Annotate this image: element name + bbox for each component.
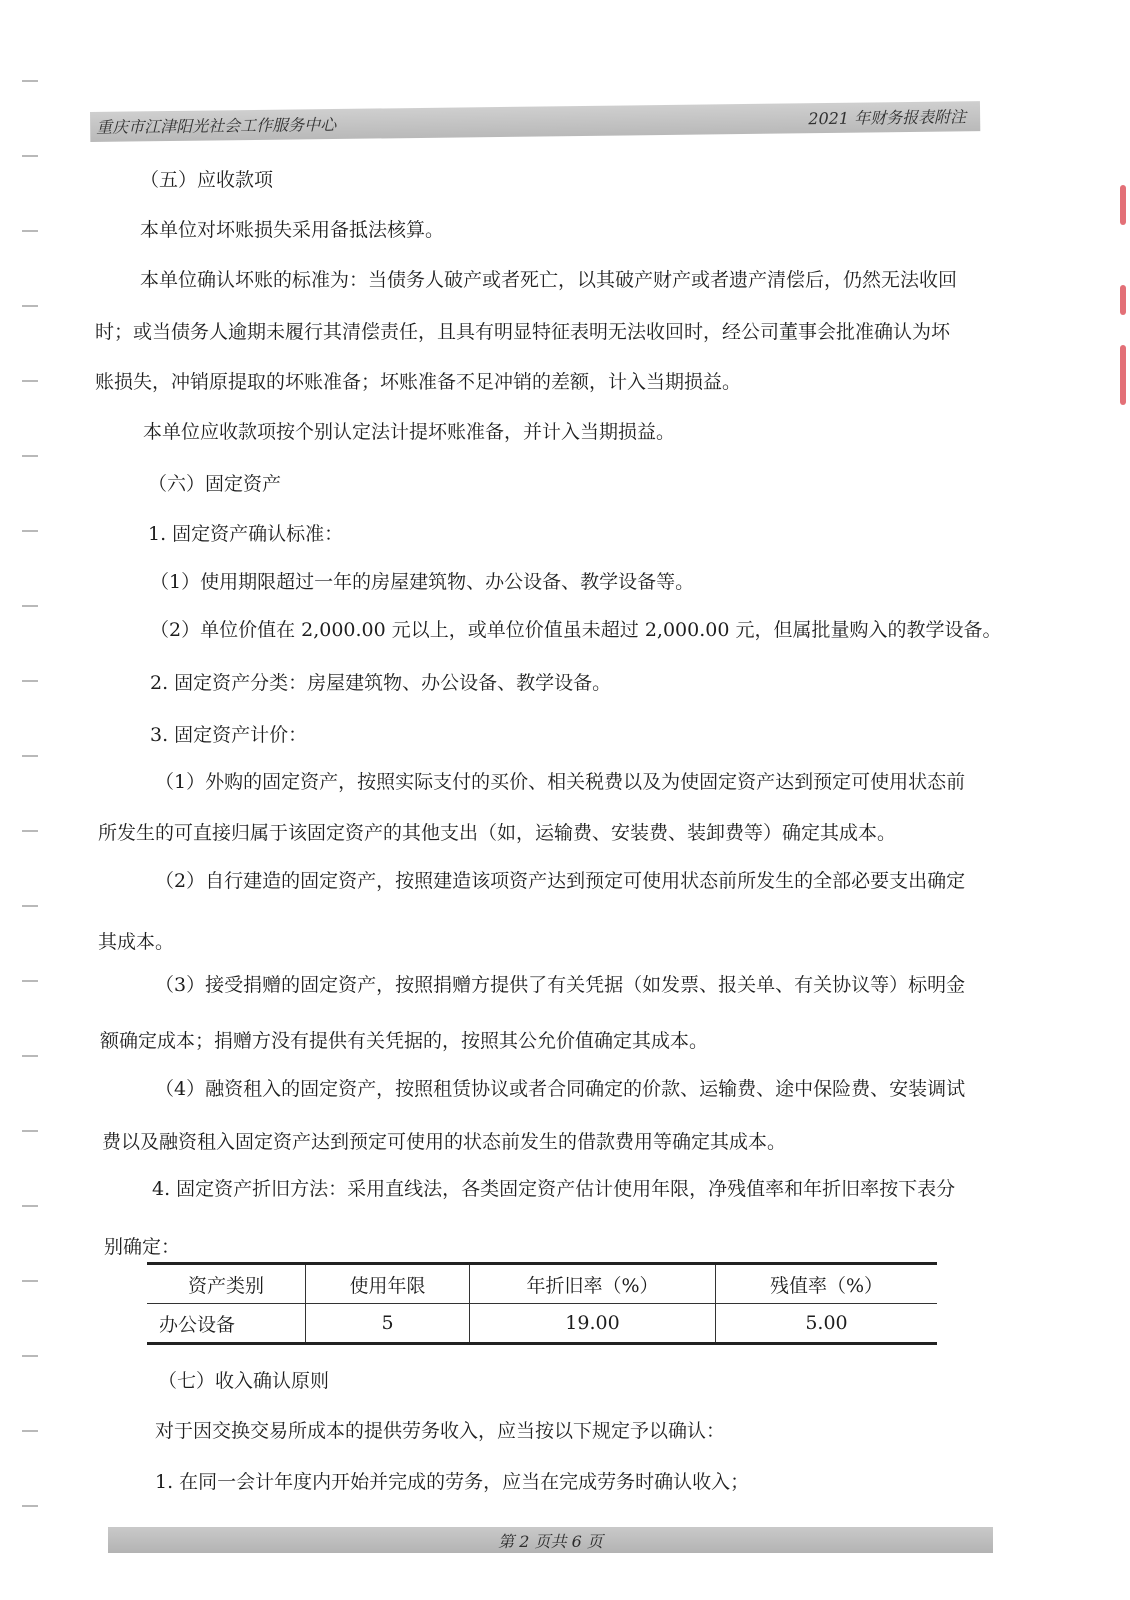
table-cell: 办公设备 <box>147 1304 306 1344</box>
table-header-row <box>147 1264 937 1304</box>
paragraph-line: 所发生的可直接归属于该固定资产的其他支出（如，运输费、安装费、装卸费等）确定其成本。 <box>98 822 897 844</box>
section-heading: （五）应收款项 <box>140 169 274 191</box>
table-cell: 5 <box>306 1304 470 1344</box>
paragraph-line: 对于因交换交易所成本的提供劳务收入，应当按以下规定予以确认： <box>155 1420 726 1442</box>
seal-edge-mark <box>1120 285 1126 315</box>
paragraph-line: （2）自行建造的固定资产，按照建造该项资产达到预定可使用状态前所发生的全部必要支出确定 <box>155 870 966 892</box>
table-header-cell: 使用年限 <box>306 1264 470 1304</box>
paragraph-line: 费以及融资租入固定资产达到预定可使用的状态前发生的借款费用等确定其成本。 <box>102 1131 787 1153</box>
binding-hole-marks <box>22 60 42 1560</box>
page-footer <box>108 1527 993 1553</box>
section-heading: （六）固定资产 <box>148 473 282 495</box>
section-heading: （七）收入确认原则 <box>158 1370 330 1392</box>
paragraph-line: 别确定： <box>104 1236 181 1258</box>
paragraph-line: 账损失，冲销原提取的坏账准备；坏账准备不足冲销的差额，计入当期损益。 <box>95 371 742 393</box>
paragraph-line: （3）接受捐赠的固定资产，按照捐赠方提供了有关凭据（如发票、报关单、有关协议等）标明金 <box>155 974 966 996</box>
paragraph-line: （1）外购的固定资产，按照实际支付的买价、相关税费以及为使固定资产达到预定可使用状态前 <box>155 771 966 793</box>
paragraph-line: 本单位应收款项按个别认定法计提坏账准备，并计入当期损益。 <box>143 421 676 443</box>
page-header <box>90 101 980 142</box>
paragraph-line: 2. 固定资产分类：房屋建筑物、办公设备、教学设备。 <box>150 672 612 694</box>
depreciation-table <box>147 1262 937 1345</box>
table-header-cell: 年折旧率（%） <box>470 1264 716 1304</box>
seal-edge-mark <box>1120 185 1126 225</box>
paragraph-line: 1. 固定资产确认标准： <box>148 523 344 545</box>
page-number: 第 2 页共 6 页 <box>498 1532 603 1551</box>
paragraph-line: （2）单位价值在 2,000.00 元以上，或单位价值虽未超过 2,000.00 元，但属批量购入的教学设备。 <box>150 619 1002 641</box>
paragraph-line: 本单位对坏账损失采用备抵法核算。 <box>140 219 445 241</box>
header-document-title: 2021 年财务报表附注 <box>808 107 967 129</box>
table-cell: 19.00 <box>470 1304 716 1344</box>
paragraph-line: 额确定成本；捐赠方没有提供有关凭据的，按照其公允价值确定其成本。 <box>100 1030 709 1052</box>
table-row <box>147 1304 937 1344</box>
paragraph-line: 本单位确认坏账的标准为：当债务人破产或者死亡，以其破产财产或者遗产清偿后，仍然无法收回 <box>140 269 958 291</box>
paragraph-line: 时；或当债务人逾期未履行其清偿责任，且具有明显特征表明无法收回时，经公司董事会批准确认为坏 <box>95 321 951 343</box>
table-header-cell: 残值率（%） <box>716 1264 938 1304</box>
paragraph-line: 4. 固定资产折旧方法：采用直线法，各类固定资产估计使用年限，净残值率和年折旧率按下表分 <box>152 1178 956 1200</box>
paragraph-line: （1）使用期限超过一年的房屋建筑物、办公设备、教学设备等。 <box>150 571 695 593</box>
seal-edge-mark <box>1120 345 1126 405</box>
table-cell: 5.00 <box>716 1304 938 1344</box>
paragraph-line: 3. 固定资产计价： <box>150 724 308 746</box>
paragraph-line: （4）融资租入的固定资产，按照租赁协议或者合同确定的价款、运输费、途中保险费、安装调试 <box>155 1078 966 1100</box>
table-header-cell: 资产类别 <box>147 1264 306 1304</box>
header-organization: 重庆市江津阳光社会工作服务中心 <box>96 114 337 137</box>
paragraph-line: 1. 在同一会计年度内开始并完成的劳务，应当在完成劳务时确认收入； <box>155 1471 750 1493</box>
paragraph-line: 其成本。 <box>98 931 175 953</box>
